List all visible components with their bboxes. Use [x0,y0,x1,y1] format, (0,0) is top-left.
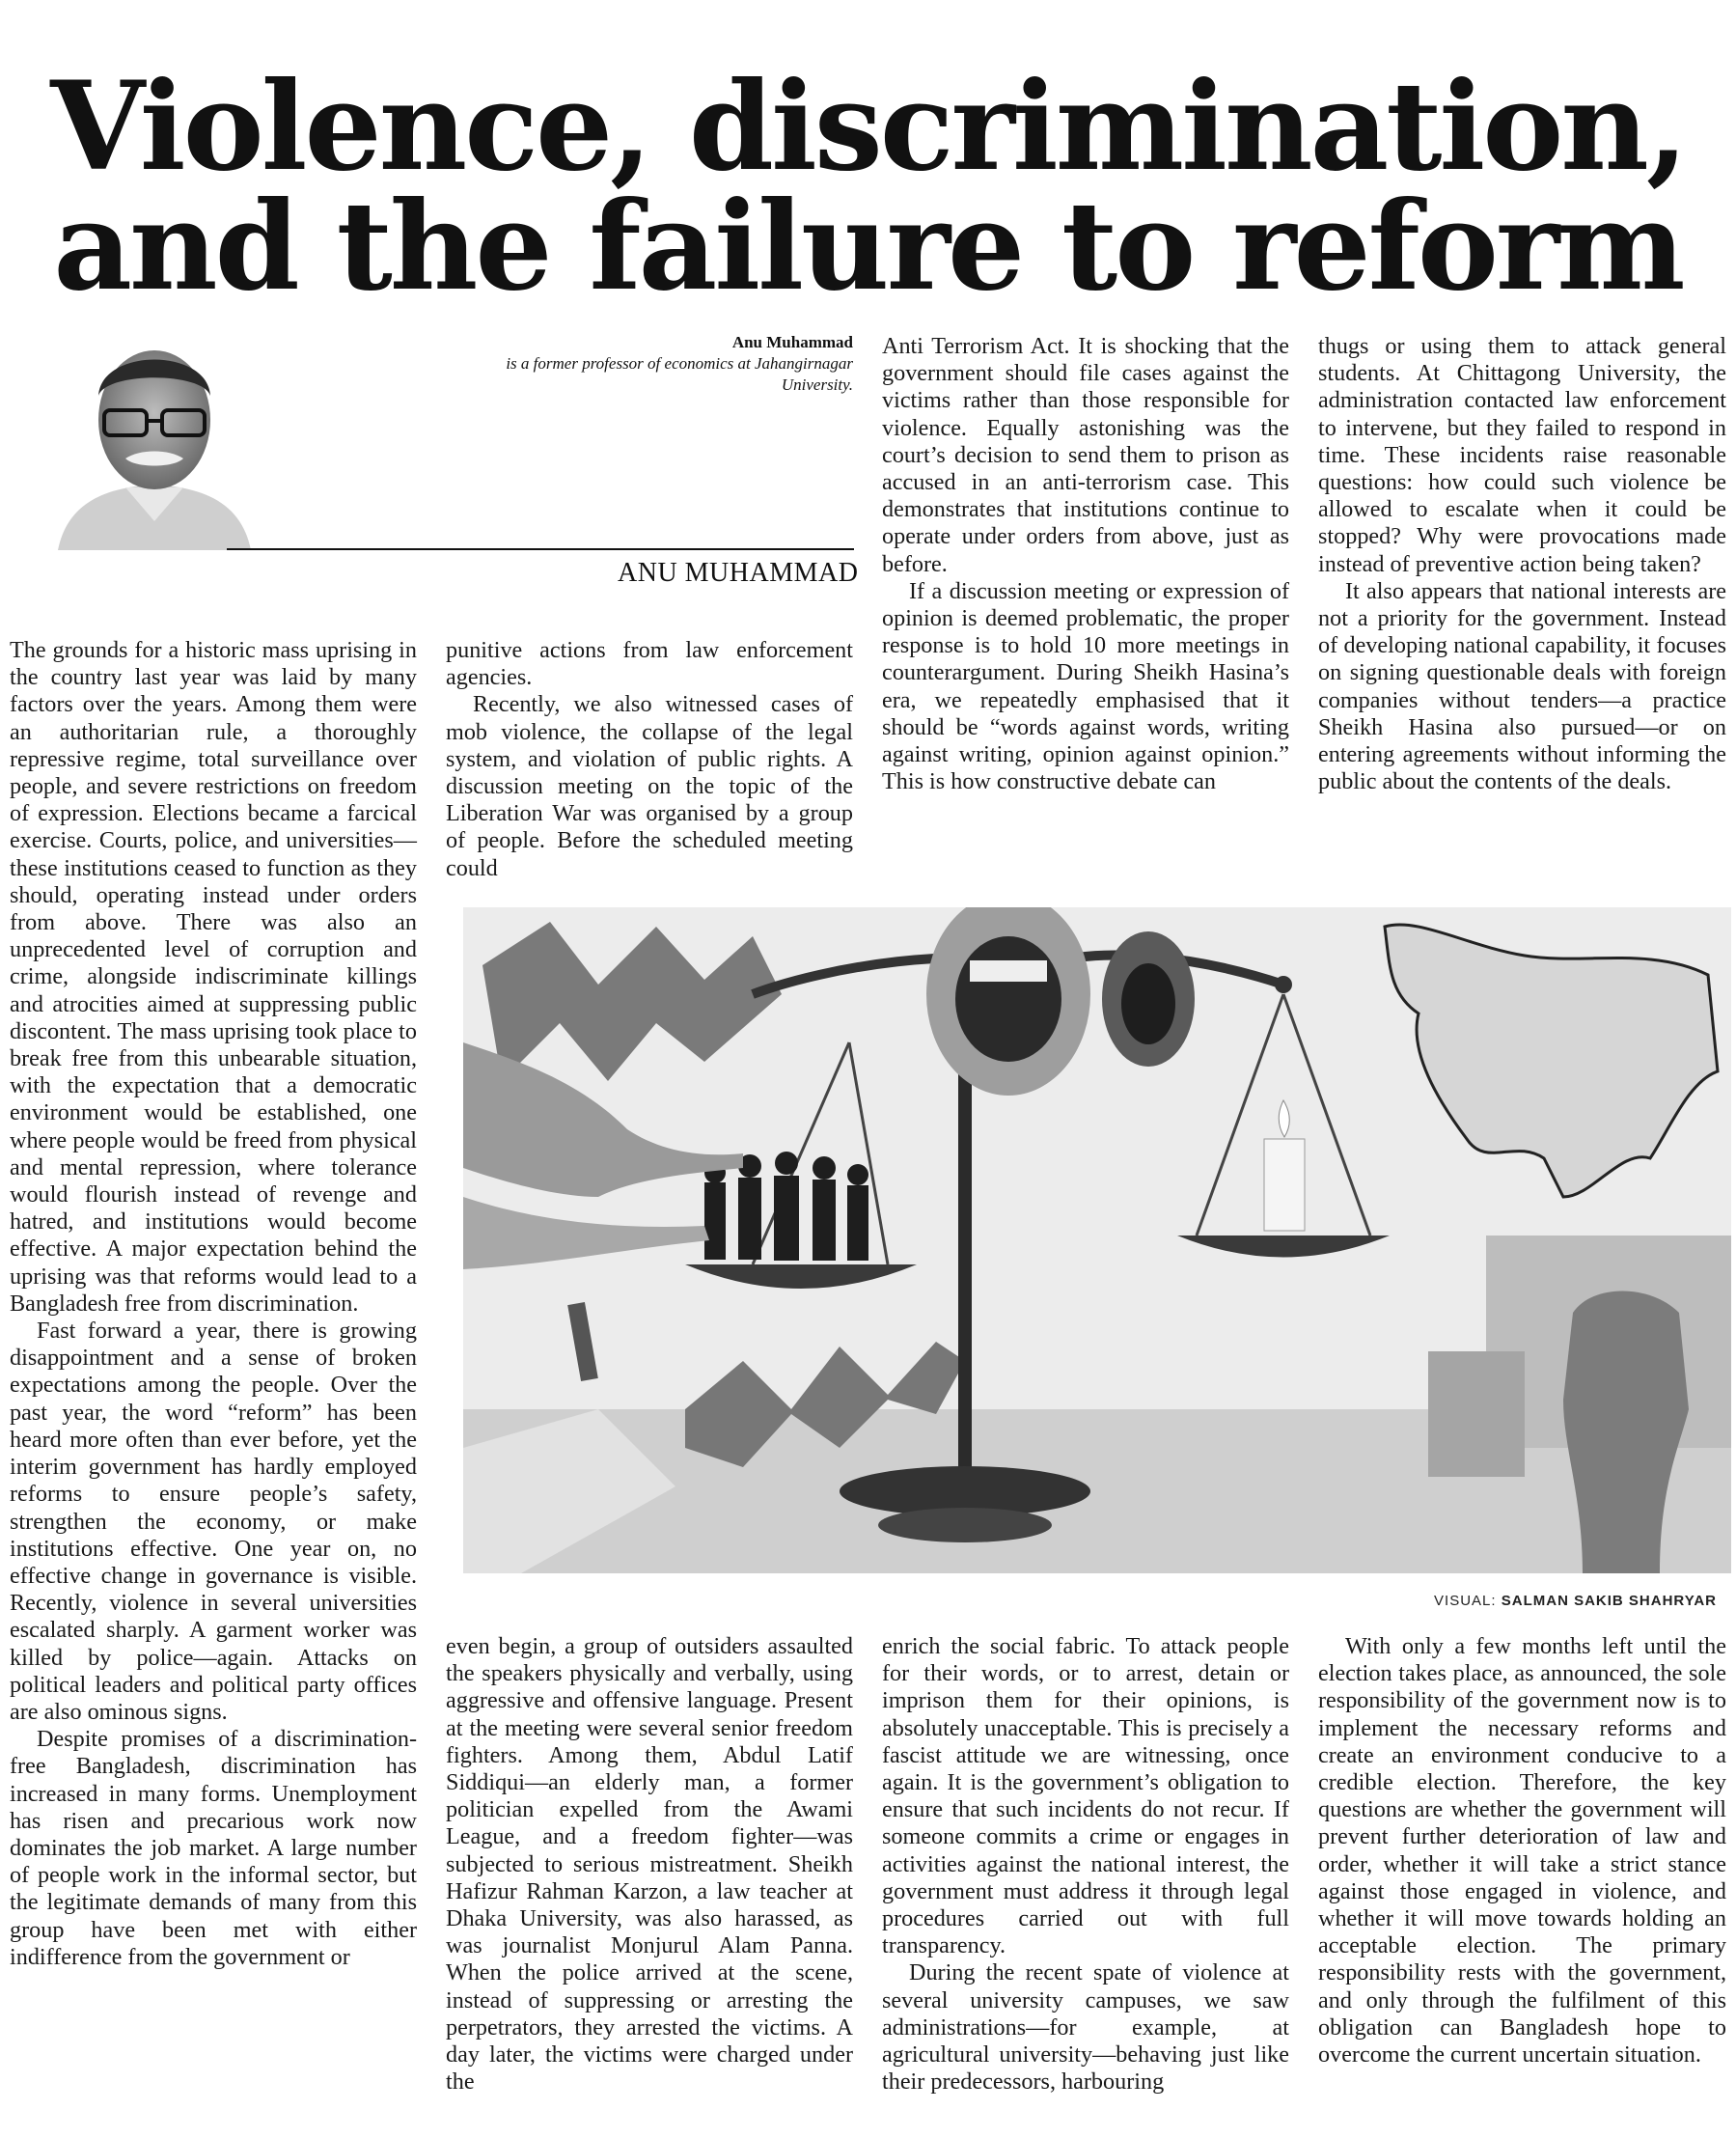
photo-credit-label: VISUAL: [1434,1593,1497,1609]
photo-credit-name: SALMAN SAKIB SHAHRYAR [1501,1593,1717,1609]
col1-paragraph-1: The grounds for a historic mass uprising in the country last year was laid by many factors over the years. Among them were an authoritarian rule, a thoroughly repressive regime, total surveillance over people, and severe restrictions on freedom of expression. Elections became a farcical exercise. Courts, police, and universities—these institutions ceased to function as they should, operating instead under orders from above. There was also an unprecedented level of corruption and crime, alongside indiscriminate killings and atrocities aimed at suppressing public discontent. The mass uprising took place to break free from this unbearable situation, with the expectation that a democratic environment would be established, one where people would be freed from physical and mental repression, where tolerance would flourish instead of revenge and hatred, and institutions would become effective. A major expectation behind the uprising was that reforms would lead to a Bangladesh free from discrimination. [10,637,417,1317]
column-2-top [446,637,853,882]
col2-paragraph-1: punitive actions from law enforcement agencies. [446,637,853,691]
col3-paragraph-1: Anti Terrorism Act. It is shocking that the government should file cases against the victims rather than those responsible for violence. Equally astonishing was the court’s decision to send them to prison as accused in an anti-terrorism case. This demonstrates that institutions continue to operate under orders from above, just as before. [882,333,1289,577]
author-portrait [58,328,251,550]
column-4-bottom [1318,1633,1726,2069]
author-name: Anu Muhammad [731,333,853,351]
col3-bottom-paragraph-1: enrich the social fabric. To attack people for their words, or to arrest, detain or imprison them for their opinions, is absolutely unacceptable. This is precisely a fascist attitude we are witnessing, once again. It is the government’s obligation to ensure that such incidents do not recur. If someone commits a crime or engages in activities against the national interest, the government must address it through legal procedures carried out with full transparency. [882,1633,1289,1959]
col1-paragraph-3: Despite promises of a discrimination-free Bangladesh, discrimination has increased in many forms. Unemployment has risen and precarious work now dominates the job market. A large number of people work in the informal sector, but the legitimate demands of many from this group have been met with either indifference from the government or [10,1726,417,1970]
col4-paragraph-2: It also appears that national interests are not a priority for the government. Instead of developing national capability, it focuses on signing questionable deals with foreign companies without tenders—a practice Sheikh Hasina also pursued—or on entering agreements without informing the public about the contents of the deals. [1318,577,1726,795]
column-3-top [882,333,1289,795]
headline-line-2: and the failure to reform [53,175,1683,318]
column-3-bottom [882,1633,1289,2096]
col3-bottom-paragraph-2: During the recent spate of violence at several university campuses, we saw administrations—for example, at agricultural university—behaving just like their predecessors, harbouring [882,1959,1289,2096]
col1-paragraph-2: Fast forward a year, there is growing disappointment and a sense of broken expectations among the people. Over the past year, the word “reform” has been heard more often than ever before, yet the interim government has hardly employed reforms to ensure people’s safety, strengthen the economy, or make institutions effective. One year on, no effective change in governance is visible. Recently, violence in several universities escalated sharply. A garment worker was killed by police—again. Attacks on political leaders and political party offices are also ominous signs. [10,1318,417,1725]
author-description: is a former professor of economics at Jahangirnagar University. [506,354,853,394]
col2-paragraph-2: Recently, we also witnessed cases of mob violence, the collapse of the legal system, and violation of public rights. A discussion meeting on the topic of the Liberation War was organised by a group of people. Before the scheduled meeting could [446,691,853,881]
author-name-caps: ANU MUHAMMAD [618,558,859,588]
col4-bottom-paragraph-1: With only a few months left until the election takes place, as announced, the sole responsibility of the government now is to implement the necessary reforms and create an environment conducive to a credible election. Therefore, the key questions are whether the government will prevent further deterioration of law and order, whether it will take a strict stance against those engaged in violence, and whether it will move towards holding an acceptable election. The primary responsibility rests with the government, and only through the fulfilment of this obligation can Bangladesh hope to overcome the current uncertain situation. [1318,1633,1726,2069]
col3-paragraph-2: If a discussion meeting or expression of opinion is deemed problematic, the proper response is to hold 10 more meetings in counterargument. During Sheikh Hasina’s era, we repeatedly emphasised that it should be “words against words, writing against writing, opinion against opinion.” This is how constructive debate can [882,577,1289,795]
photo-credit [1434,1593,1717,1609]
headline-line-1: Violence, discrimination, [50,55,1686,198]
column-2-bottom [446,1633,853,2096]
col2-bottom-paragraph-1: even begin, a group of outsiders assaulted the speakers physically and verbally, using aggressive and offensive language. Present at the meeting were several senior freedom fighters. Among them, Abdul Latif Siddiqui—an elderly man, a former politician expelled from the Awami League, and a freedom fighter—was subjected to serious mistreatment. Sheikh Hafizur Rahman Karzon, a law teacher at Dhaka University, was also harassed, as was journalist Monjurul Alam Panna. When the police arrived at the scene, instead of suppressing or arresting the perpetrators, they arrested the victims. A day later, the victims were charged under the [446,1633,853,2096]
collage-illustration [463,907,1731,1573]
author-rule [227,548,854,550]
column-1 [10,637,417,1971]
column-4-top [1318,333,1726,795]
col4-paragraph-1: thugs or using them to attack general students. At Chittagong University, the administration contacted law enforcement to intervene, but they failed to respond in time. These incidents raise reasonable questions: how could such violence be allowed to escalate when it could be stopped? Why were provocations made instead of preventive action being taken? [1318,333,1726,577]
